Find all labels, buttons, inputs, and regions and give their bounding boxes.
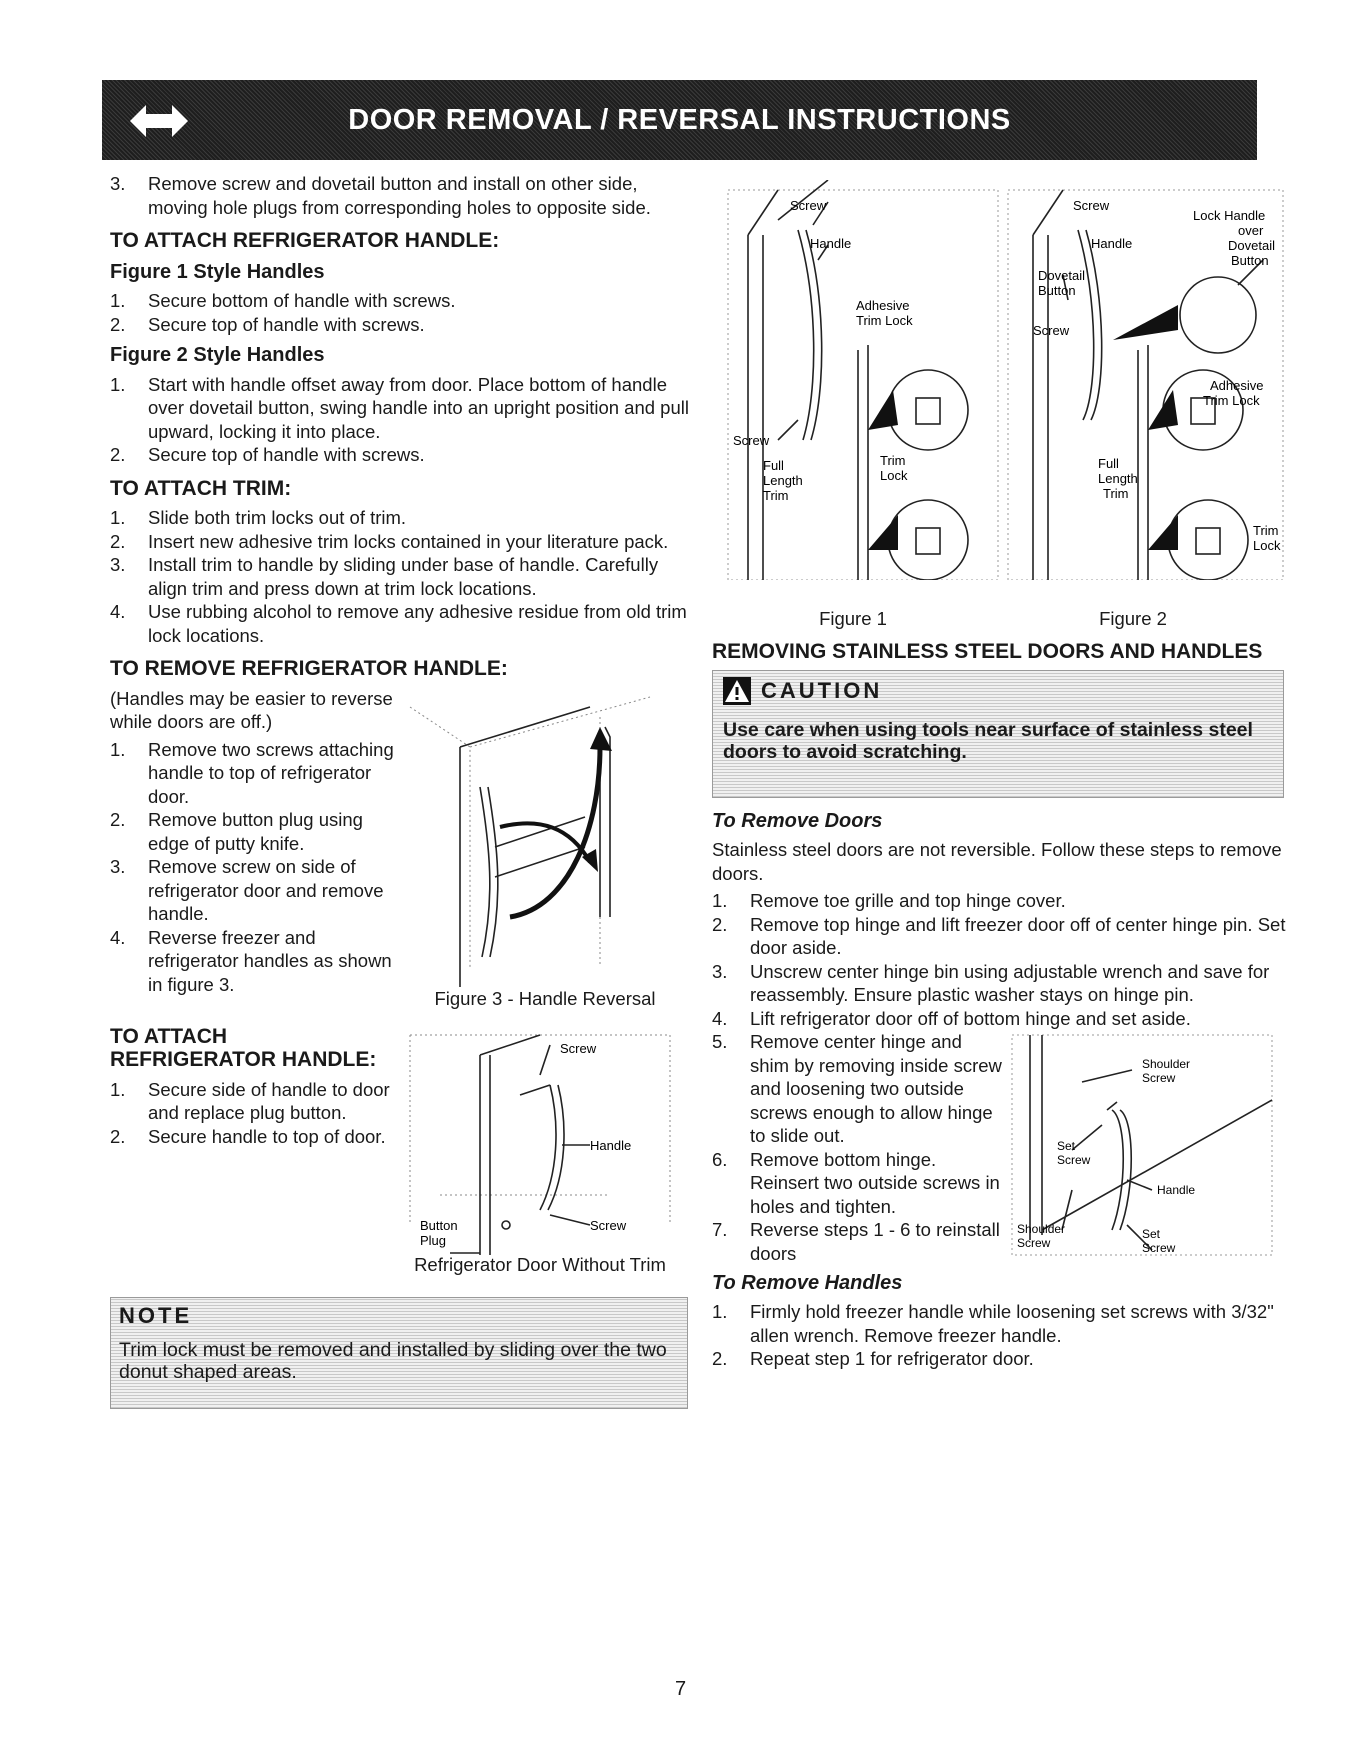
note-text: Trim lock must be removed and installed by sliding over the two donut shaped areas.	[119, 1339, 667, 1383]
figure-2-caption: Figure 2	[1099, 608, 1167, 629]
list-item: 1. Remove toe grille and top hinge cover.	[712, 890, 1066, 911]
remove-doors-intro: Stainless steel doors are not reversible. Follow these steps to remove doors.	[712, 839, 1282, 884]
fig-label: Full	[763, 458, 784, 473]
fig-label: Adhesive	[1210, 378, 1264, 393]
caution-header	[723, 677, 1273, 705]
fig-label: Screw	[1142, 1241, 1176, 1255]
note-box	[110, 1297, 688, 1409]
fig-label: Screw	[790, 198, 827, 213]
remove-handle-steps	[110, 687, 400, 1017]
fig-label: Trim	[1103, 486, 1129, 501]
page-number: 7	[674, 1678, 687, 1700]
remove-handle-intro: (Handles may be easier to reverse while doors are off.)	[110, 687, 393, 732]
list-item: 4. Use rubbing alcohol to remove any adhesive residue from old trim lock locations.	[110, 601, 687, 646]
list-item: 2. Remove top hinge and lift freezer door off of center hinge pin. Set door aside.	[712, 913, 1286, 958]
list-item: 2. Secure top of handle with screws.	[110, 313, 425, 335]
attach-handle2-heading-line1: TO ATTACH	[110, 1024, 228, 1048]
figure-1-caption: Figure 1	[819, 608, 887, 629]
left-column	[110, 172, 690, 1409]
top-figures	[718, 180, 1288, 629]
fig-label: Screw	[590, 1217, 627, 1233]
fig-label: Handle	[1157, 1183, 1196, 1197]
warning-icon	[723, 677, 751, 705]
attach-handle2-steps	[110, 1025, 390, 1275]
remove-doors-heading: To Remove Doors	[712, 809, 883, 832]
list-item: 5. Remove center hinge and shim by removing inside screw and loosening two outside screws enough to allow hinge to slide out.	[712, 1031, 1002, 1146]
figure-3	[400, 687, 690, 1017]
attach-trim-heading: TO ATTACH TRIM:	[110, 476, 292, 500]
fig-label: Shoulder	[1142, 1057, 1191, 1071]
fig-label: Screw	[1073, 198, 1110, 213]
caution-text: Use care when using tools near surface of stainless steel doors to avoid scratching.	[723, 718, 1253, 763]
list-item: 7. Reverse steps 1 - 6 to reinstall doors	[712, 1219, 1000, 1264]
remove-handle-heading: TO REMOVE REFRIGERATOR HANDLE:	[110, 657, 508, 680]
caution-title: CAUTION	[761, 677, 883, 703]
list-item: 1. Start with handle offset away from door. Place bottom of handle over dovetail button, swing handle into an upright position and pull upward, locking it into place.	[110, 373, 689, 442]
list-item: 1. Remove two screws attaching handle to top of refrigerator door.	[110, 738, 394, 807]
fig-label: Length	[763, 473, 803, 488]
fig-label: Screw	[1057, 1153, 1091, 1167]
fig-label: Shoulder	[1017, 1222, 1066, 1236]
list-item: 1. Secure bottom of handle with screws.	[110, 290, 456, 311]
fig-label: Trim Lock	[1203, 393, 1260, 408]
list-item: 6. Remove bottom hinge. Reinsert two outside screws in holes and tighten.	[712, 1148, 1000, 1217]
list-item: 1. Firmly hold freezer handle while loosening set screws with 3/32" allen wrench. Remove freezer handle.	[712, 1301, 1274, 1346]
fig-label: Set	[1057, 1139, 1076, 1153]
caution-box	[712, 670, 1284, 798]
fig-label: Lock	[1253, 538, 1281, 553]
hinge-section	[712, 1030, 1287, 1266]
list-item: 1. Slide both trim locks out of trim.	[110, 507, 407, 528]
fig1-style-heading: Figure 1 Style Handles	[110, 260, 325, 283]
fig2-style-heading: Figure 2 Style Handles	[110, 344, 325, 366]
figure-captions	[718, 608, 1288, 630]
list-item: 2. Insert new adhesive trim locks contained in your literature pack.	[110, 530, 669, 552]
fig-label: Button	[1231, 253, 1269, 268]
list-item: 1. Secure side of handle to door and replace plug button.	[110, 1078, 390, 1123]
attach-handle2-section	[110, 1025, 690, 1275]
handle-reversal-illustration	[400, 687, 690, 987]
hinge-steps	[712, 1030, 1002, 1266]
fig-label: Button	[1038, 283, 1076, 298]
fig-label: Trim	[880, 453, 906, 468]
list-item: 3. Remove screw and dovetail button and install on other side, moving hole plugs from corresponding holes to opposite side.	[110, 173, 651, 218]
door-without-trim-illustration	[390, 1025, 690, 1255]
note-title: NOTE	[119, 1302, 193, 1328]
fig-label: Trim Lock	[856, 313, 913, 328]
list-item: 2. Secure handle to top of door.	[110, 1125, 386, 1147]
fig-label: Full	[1098, 456, 1119, 471]
fig-label: Handle	[590, 1137, 632, 1153]
list-item: 4. Lift refrigerator door off of bottom hinge and set aside.	[712, 1007, 1191, 1029]
remove-handles-heading: To Remove Handles	[712, 1271, 903, 1294]
list-item: 4. Reverse freezer and refrigerator handles as shown in figure 3.	[110, 926, 392, 995]
fig-label: Plug	[420, 1232, 447, 1248]
attach-handle2-heading-line2: REFRIGERATOR HANDLE:	[110, 1048, 377, 1071]
right-column	[712, 640, 1287, 1371]
fig-label: Screw	[1142, 1071, 1176, 1085]
fig-label: Adhesive	[856, 298, 910, 313]
fig-label: Lock	[880, 468, 908, 483]
list-item: 3. Unscrew center hinge bin using adjustable wrench and save for reassembly. Ensure plastic washer stays on hinge pin.	[712, 960, 1270, 1005]
fig-label: Button	[420, 1217, 458, 1233]
fig-label: Trim	[763, 488, 789, 503]
figure-3-caption: Figure 3 - Handle Reversal	[434, 987, 656, 1009]
banner-title: DOOR REMOVAL / REVERSAL INSTRUCTIONS	[348, 103, 1011, 136]
handle-set-screw-illustration	[1002, 1030, 1277, 1260]
fig-label: Length	[1098, 471, 1138, 486]
fig-label: Screw	[1033, 323, 1070, 338]
list-item: 3. Remove screw on side of refrigerator door and remove handle.	[110, 856, 384, 924]
section-banner	[102, 80, 1257, 160]
attach-handle-heading: TO ATTACH REFRIGERATOR HANDLE:	[110, 229, 500, 252]
figures-1-2-illustration	[718, 180, 1288, 580]
fig-label: Screw	[560, 1040, 597, 1056]
fig-label: Dovetail	[1228, 238, 1275, 253]
fig-label: Screw	[733, 433, 770, 448]
list-item: 2. Repeat step 1 for refrigerator door.	[712, 1348, 1034, 1369]
stainless-heading: REMOVING STAINLESS STEEL DOORS AND HANDLES	[712, 640, 1263, 663]
list-item: 3. Install trim to handle by sliding under base of handle. Carefully align trim and press down at trim lock locations.	[110, 554, 659, 599]
door-without-trim-caption: Refrigerator Door Without Trim	[414, 1253, 666, 1275]
fig-label: Handle	[1091, 236, 1133, 251]
list-item: 2. Remove button plug using edge of putty knife.	[110, 809, 363, 854]
fig-label: Dovetail	[1038, 268, 1085, 283]
list-item: 2. Secure top of handle with screws.	[110, 444, 425, 465]
fig-label: Trim	[1253, 523, 1279, 538]
hinge-figure	[1002, 1030, 1282, 1266]
fig-label: Handle	[810, 236, 852, 251]
remove-handle-section	[110, 687, 690, 1017]
double-arrow-icon	[130, 102, 188, 140]
fig-label: Screw	[1017, 1236, 1051, 1250]
fig-label: Set	[1142, 1227, 1161, 1241]
door-without-trim-figure	[390, 1025, 690, 1275]
fig-label: over	[1238, 223, 1264, 238]
fig-label: Lock Handle	[1193, 208, 1266, 223]
